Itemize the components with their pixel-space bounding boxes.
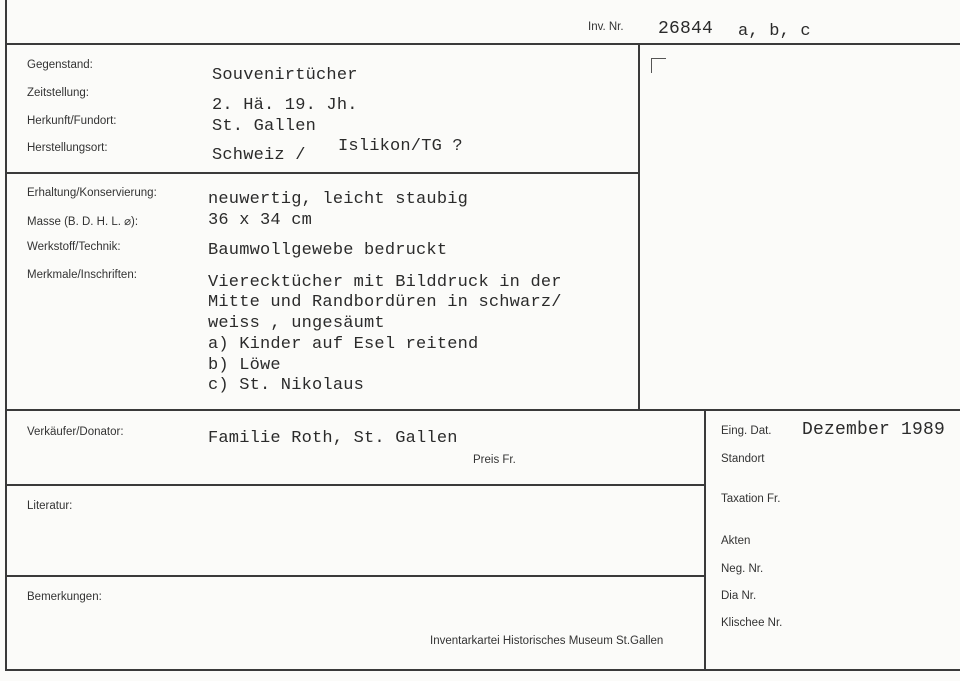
label-verkaeufer: Verkäufer/Donator: [27,426,124,438]
label-masse: Masse (B. D. H. L. ⌀): [27,216,139,228]
label-erhaltung: Erhaltung/Konservierung: [27,187,157,199]
merkmale-line-1: Vierecktücher mit Bilddruck in der [208,273,562,292]
label-standort: Standort [721,453,765,465]
value-gegenstand: Souvenirtücher [212,66,358,85]
label-neg-nr: Neg. Nr. [721,563,764,575]
corner-mark [651,58,666,73]
label-taxation: Taxation Fr. [721,493,781,505]
inv-nr-value: 26844 [658,19,714,39]
value-werkstoff: Baumwollgewebe bedruckt [208,241,448,260]
label-herkunft: Herkunft/Fundort: [27,115,117,127]
value-masse: 36 x 34 cm [208,211,313,230]
label-preis: Preis Fr. [473,454,516,466]
merkmale-line-6: c) St. Nikolaus [208,376,365,395]
merkmale-line-5: b) Löwe [208,356,281,375]
divider-upper [638,43,640,410]
label-gegenstand: Gegenstand: [27,59,93,71]
card-footer: Inventarkartei Historisches Museum St.Gallen [430,635,664,647]
value-herstellungsort-a: Schweiz / [212,146,306,165]
label-zeitstellung: Zeitstellung: [27,87,90,99]
inv-nr-label: Inv. Nr. [588,21,624,33]
inv-nr-suffix: a, b, c [738,22,811,41]
merkmale-line-3: weiss , ungesäumt [208,314,385,333]
bottom-rule [5,669,960,671]
label-eing-dat: Eing. Dat. [721,425,772,437]
value-herstellungsort-b: Islikon/TG ? [338,137,463,156]
label-klischee-nr: Klischee Nr. [721,617,783,629]
divider-lower [704,409,706,670]
rule-section2-bottom [5,409,960,411]
value-eing-dat: Dezember 1989 [802,420,946,440]
value-herkunft: St. Gallen [212,117,317,136]
rule-verkaeufer-bottom [5,484,704,486]
label-literatur: Literatur: [27,500,73,512]
value-erhaltung: neuwertig, leicht staubig [208,190,469,209]
merkmale-line-4: a) Kinder auf Esel reitend [208,335,479,354]
left-border [5,0,7,670]
value-verkaeufer: Familie Roth, St. Gallen [208,429,458,448]
label-herstellungsort: Herstellungsort: [27,142,108,154]
label-werkstoff: Werkstoff/Technik: [27,241,121,253]
label-merkmale: Merkmale/Inschriften: [27,269,137,281]
label-akten: Akten [721,535,751,547]
label-bemerkungen: Bemerkungen: [27,591,102,603]
label-dia-nr: Dia Nr. [721,590,757,602]
value-zeitstellung: 2. Hä. 19. Jh. [212,96,358,115]
rule-literatur-bottom [5,575,704,577]
merkmale-line-2: Mitte und Randbordüren in schwarz/ [208,293,562,312]
top-rule [5,43,960,45]
rule-section1-bottom [5,172,638,174]
